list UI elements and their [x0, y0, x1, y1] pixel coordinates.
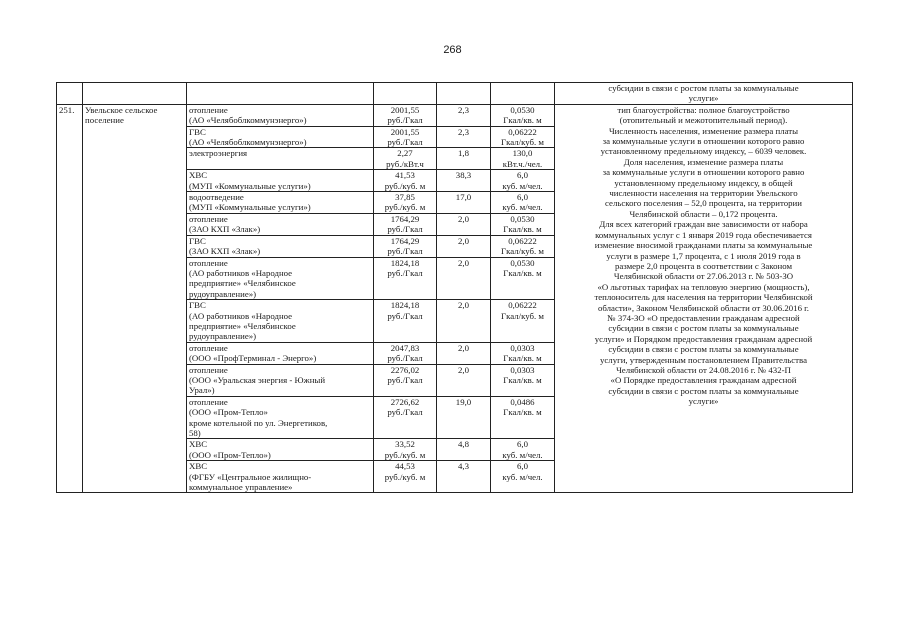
- service-line: кроме котельной по ул. Энергетиков,: [189, 417, 328, 428]
- increase-value: 2,0: [458, 342, 469, 353]
- service-line: ГВС: [189, 126, 206, 137]
- limit-cell: [491, 104, 555, 126]
- tariff-line: 1824,18: [390, 300, 420, 311]
- service-cell: [187, 439, 374, 461]
- tariff-line: руб./Гкал: [387, 267, 423, 278]
- limit-cell: [491, 170, 555, 192]
- service-line: (МУП «Коммунальные услуги»): [189, 202, 311, 213]
- description-line: численности населения на территории Увельского: [609, 188, 798, 199]
- tariff-cell: [374, 213, 437, 235]
- limit-line: 0,0530: [510, 213, 535, 224]
- service-line: рудоуправление»): [189, 331, 257, 342]
- description-line: услуги»: [688, 93, 719, 104]
- service-line: Урал»): [189, 385, 215, 396]
- service-line: (МУП «Коммунальные услуги»): [189, 180, 311, 191]
- limit-line: Гкал/куб. м: [501, 310, 544, 321]
- limit-cell: [491, 257, 555, 300]
- increase-cell: [437, 104, 491, 126]
- settlement-name: Увельское сельское поселение: [83, 104, 187, 493]
- tariff-cell: [374, 126, 437, 148]
- tariff-line: 2047,83: [390, 342, 420, 353]
- service-line: (ФГБУ «Центральное жилищно-: [189, 471, 312, 482]
- limit-line: 6,0: [517, 461, 528, 472]
- tariff-line: руб./Гкал: [387, 115, 423, 126]
- service-cell: [187, 126, 374, 148]
- tariff-line: руб./Гкал: [387, 224, 423, 235]
- tariff-cell: [374, 235, 437, 257]
- increase-cell: [437, 126, 491, 148]
- description-line: за коммунальные услуги в отношении которого равно: [602, 136, 805, 147]
- increase-cell: [437, 300, 491, 343]
- service-line: ХВС: [189, 170, 208, 181]
- increase-value: 2,3: [458, 104, 469, 115]
- service-cell: [187, 461, 374, 493]
- increase-value: 1,8: [458, 148, 469, 159]
- increase-value: 2,0: [458, 213, 469, 224]
- tariff-table: [56, 82, 853, 493]
- service-line: ХВС: [189, 461, 208, 472]
- limit-cell: [491, 213, 555, 235]
- tariff-line: 33,52: [395, 439, 415, 450]
- tariff-cell: [374, 396, 437, 439]
- tariff-line: руб./Гкал: [387, 246, 423, 257]
- increase-value: 17,0: [455, 192, 472, 203]
- increase-value: 2,3: [458, 126, 469, 137]
- tariff-cell: [374, 300, 437, 343]
- increase-cell: [437, 257, 491, 300]
- service-line: отопление: [189, 364, 228, 375]
- limit-line: Гкал/кв. м: [503, 115, 542, 126]
- service-line: электроэнергия: [189, 148, 248, 159]
- limit-line: куб. м/чел.: [502, 449, 543, 460]
- increase-value: 4,3: [458, 461, 469, 472]
- service-line: (ООО «Пром-Тепло»: [189, 407, 268, 418]
- tariff-line: руб./Гкал: [387, 353, 423, 364]
- limit-cell: [491, 148, 555, 170]
- increase-value: 2,0: [458, 300, 469, 311]
- tariff-line: руб./кВт.ч: [386, 158, 424, 169]
- service-line: отопление: [189, 257, 228, 268]
- service-line: отопление: [189, 213, 228, 224]
- description-line: услуги, утвержденным постановлением Правительства: [600, 354, 807, 365]
- increase-cell: [437, 342, 491, 364]
- limit-line: Гкал/кв. м: [503, 407, 542, 418]
- limit-cell: [491, 396, 555, 439]
- service-cell: [187, 300, 374, 343]
- tariff-cell: [374, 104, 437, 126]
- tariff-line: руб./куб. м: [384, 202, 426, 213]
- service-line: отопление: [189, 342, 228, 353]
- limit-cell: [491, 439, 555, 461]
- service-cell: [187, 148, 374, 170]
- service-line: (ООО «Пром-Тепло»): [189, 449, 271, 460]
- tariff-line: 2001,55: [390, 126, 420, 137]
- tariff-line: 1764,29: [390, 235, 420, 246]
- limit-line: 0,06222: [508, 126, 537, 137]
- limit-line: Гкал/куб. м: [501, 246, 544, 257]
- service-cell: [187, 170, 374, 192]
- description-line: субсидии в связи с ростом платы за коммунальные: [608, 83, 799, 93]
- service-line: водоотведение: [189, 192, 244, 203]
- description-line: установленному предельному индексу, – 6039 человек.: [600, 146, 807, 157]
- description-line: установленному предельному индексу, в общей: [614, 177, 793, 188]
- tariff-cell: [374, 439, 437, 461]
- limit-line: 130,0: [512, 148, 533, 159]
- service-line: (АО работников «Народное: [189, 267, 293, 278]
- empty-cell: [187, 83, 374, 105]
- tariff-line: руб./куб. м: [384, 180, 426, 191]
- tariff-line: руб./куб. м: [384, 449, 426, 460]
- service-line: отопление: [189, 396, 228, 407]
- tariff-line: 2726,62: [390, 396, 420, 407]
- limit-line: 6,0: [517, 439, 528, 450]
- tariff-cell: [374, 170, 437, 192]
- increase-cell: [437, 396, 491, 439]
- empty-cell: [374, 83, 437, 105]
- row-number: 251.: [57, 104, 83, 493]
- page-number: 268: [443, 44, 462, 56]
- description-line: за коммунальные услуги в отношении которого равно: [602, 167, 805, 178]
- description-line: области», Законом Челябинской области от 30.06.2016 г.: [598, 302, 809, 313]
- limit-cell: [491, 300, 555, 343]
- empty-cell: [83, 83, 187, 105]
- description-line: услуги в размере 1,7 процента, с 1 июля 2019 года в: [606, 250, 801, 261]
- service-cell: [187, 257, 374, 300]
- empty-cell: [437, 83, 491, 105]
- service-line: (АО «Челябоблкоммунэнерго»): [189, 115, 307, 126]
- limit-line: 0,0530: [510, 257, 535, 268]
- service-line: рудоуправление»): [189, 288, 257, 299]
- increase-value: 38,3: [455, 170, 472, 181]
- service-line: ХВС: [189, 439, 208, 450]
- increase-value: 4,8: [458, 439, 469, 450]
- increase-value: 19,0: [455, 396, 472, 407]
- limit-cell: [491, 364, 555, 396]
- tariff-line: руб./Гкал: [387, 407, 423, 418]
- description-line: услуги»: [688, 396, 719, 407]
- tariff-cell: [374, 461, 437, 493]
- description-line: № 374-ЗО «О предоставлении гражданам адресной: [607, 312, 800, 323]
- description-line: субсидии в связи с ростом платы за коммунальные: [608, 344, 799, 355]
- tariff-cell: [374, 148, 437, 170]
- description-line: субсидии в связи с ростом платы за коммунальные: [608, 323, 799, 334]
- description-line: Челябинской области от 27.06.2013 г. № 503-ЗО: [613, 271, 794, 282]
- empty-cell: [57, 83, 83, 105]
- empty-cell: [491, 83, 555, 105]
- description-line: теплоноситель для населения на территории Челябинской: [594, 292, 813, 303]
- service-line: (АО работников «Народное: [189, 310, 293, 321]
- description-line: (отопительный и межотопительный период).: [619, 115, 788, 126]
- service-cell: [187, 396, 374, 439]
- tariff-line: 37,85: [395, 192, 415, 203]
- service-line: (ЗАО КХП «Злак»): [189, 224, 261, 235]
- tariff-cell: [374, 257, 437, 300]
- increase-cell: [437, 235, 491, 257]
- table-row: [57, 104, 853, 126]
- tariff-line: 1824,18: [390, 257, 420, 268]
- service-cell: [187, 213, 374, 235]
- limit-line: 0,06222: [508, 235, 537, 246]
- service-line: отопление: [189, 104, 228, 115]
- limit-line: Гкал/кв. м: [503, 267, 542, 278]
- increase-cell: [437, 148, 491, 170]
- service-line: (ООО «Уральская энергия - Южный: [189, 374, 326, 385]
- service-cell: [187, 192, 374, 214]
- tariff-line: руб./Гкал: [387, 310, 423, 321]
- tariff-line: 2,27: [397, 148, 413, 159]
- description-line: сельского поселения – 52,0 процента, на территории: [605, 198, 802, 209]
- description-line: изменение вносимой гражданами платы за коммунальные: [594, 240, 813, 251]
- increase-value: 2,0: [458, 257, 469, 268]
- increase-cell: [437, 192, 491, 214]
- limit-line: 0,0303: [510, 364, 535, 375]
- service-line: ГВС: [189, 235, 206, 246]
- service-cell: [187, 364, 374, 396]
- limit-cell: [491, 235, 555, 257]
- limit-line: куб. м/чел.: [502, 202, 543, 213]
- tariff-line: руб./куб. м: [384, 471, 426, 482]
- description-line: размере 2,0 процента в соответствии с Законом: [614, 260, 793, 271]
- limit-line: 6,0: [517, 192, 528, 203]
- tariff-line: 44,53: [395, 461, 415, 472]
- limit-line: Гкал/кв. м: [503, 374, 542, 385]
- description-line: Для всех категорий граждан вне зависимости от набора: [599, 219, 808, 230]
- service-cell: [187, 342, 374, 364]
- increase-cell: [437, 170, 491, 192]
- service-line: (АО «Челябоблкоммунэнерго»): [189, 137, 307, 148]
- limit-line: Гкал/куб. м: [501, 137, 544, 148]
- description-line: «О льготных тарифах на тепловую энергию (мощность),: [597, 281, 810, 292]
- increase-value: 2,0: [458, 364, 469, 375]
- limit-line: 0,0486: [510, 396, 535, 407]
- description-line: «О Порядке предоставления гражданам адресной: [610, 375, 797, 386]
- increase-cell: [437, 364, 491, 396]
- limit-line: 0,0530: [510, 104, 535, 115]
- limit-line: куб. м/чел.: [502, 471, 543, 482]
- limit-cell: [491, 126, 555, 148]
- increase-value: 2,0: [458, 235, 469, 246]
- service-line: (ООО «ПрофТерминал - Энерго»): [189, 353, 317, 364]
- service-line: 58): [189, 428, 201, 438]
- limit-cell: [491, 192, 555, 214]
- description-line: коммунальных услуг с 1 января 2019 года обеспечивается: [595, 229, 812, 240]
- increase-cell: [437, 213, 491, 235]
- limit-cell: [491, 342, 555, 364]
- service-line: предприятие» «Челябинское: [189, 278, 296, 289]
- increase-cell: [437, 461, 491, 493]
- description-line: услуги» и Порядком предоставления гражданам адресной: [594, 333, 813, 344]
- limit-line: 0,06222: [508, 300, 537, 311]
- limit-line: 0,0303: [510, 342, 535, 353]
- tariff-line: руб./Гкал: [387, 374, 423, 385]
- increase-cell: [437, 439, 491, 461]
- description-line: Доля населения, изменение размера платы: [623, 156, 784, 167]
- description-line: Численность населения, изменение размера платы: [608, 125, 799, 136]
- tariff-line: 2276,02: [390, 364, 420, 375]
- limit-line: Гкал/кв. м: [503, 353, 542, 364]
- limit-cell: [491, 461, 555, 493]
- service-line: ГВС: [189, 300, 206, 311]
- limit-line: 6,0: [517, 170, 528, 181]
- limit-line: кВт.ч./чел.: [502, 158, 543, 169]
- service-cell: [187, 104, 374, 126]
- tariff-cell: [374, 192, 437, 214]
- description-line: субсидии в связи с ростом платы за коммунальные: [608, 385, 799, 396]
- service-line: предприятие» «Челябинское: [189, 320, 296, 331]
- service-line: (ЗАО КХП «Злак»): [189, 246, 261, 257]
- continuation-row: [57, 83, 853, 105]
- limit-line: куб. м/чел.: [502, 180, 543, 191]
- service-line: коммунальное управление»: [189, 482, 293, 493]
- continuation-description: [555, 83, 853, 105]
- tariff-line: руб./Гкал: [387, 137, 423, 148]
- tariff-line: 2001,55: [390, 104, 420, 115]
- tariff-line: 41,53: [395, 170, 415, 181]
- description-line: Челябинской области от 24.08.2016 г. № 432-П: [616, 364, 791, 375]
- description-cell: [555, 104, 853, 493]
- tariff-cell: [374, 342, 437, 364]
- tariff-cell: [374, 364, 437, 396]
- limit-line: Гкал/кв. м: [503, 224, 542, 235]
- description-line: тип благоустройства: полное благоустройство: [617, 104, 790, 115]
- tariff-line: 1764,29: [390, 213, 420, 224]
- description-line: Челябинской области – 0,172 процента.: [629, 208, 778, 219]
- service-cell: [187, 235, 374, 257]
